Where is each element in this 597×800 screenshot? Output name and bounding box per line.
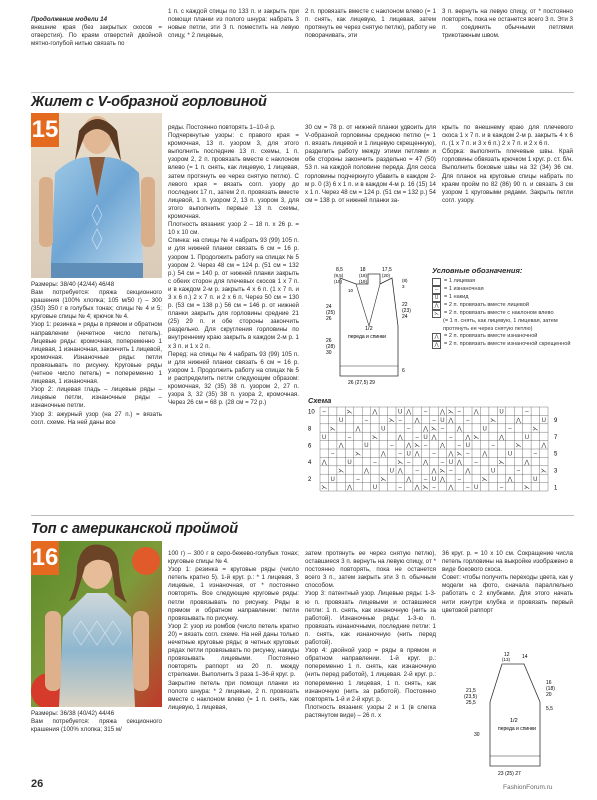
chart-row-label-left: 2 — [308, 476, 312, 483]
legend-item: ⋀ = 2 п. провязать вместе изнаночной — [432, 333, 574, 341]
chart-cell-symbol: – — [466, 417, 470, 424]
diagram16-top-3: 14 — [522, 654, 528, 660]
chart-cell-symbol: U — [389, 468, 394, 475]
legend-item: ⋀ = 2 п. провязать вместе изнаночной скрещенной — [432, 341, 574, 349]
chart-cell-symbol: – — [516, 468, 521, 475]
chart-cell-symbol: ⋀ — [380, 451, 386, 458]
diagram16-half: 1/2 — [510, 718, 518, 724]
site-watermark: FashionForum.ru — [503, 784, 553, 791]
chart-cell-symbol: ⋋ — [456, 451, 463, 458]
chart-cell-symbol: ⋋ — [355, 451, 361, 458]
chart-cell-symbol: ⋀ — [397, 434, 403, 441]
chart-cell-symbol: – — [432, 417, 436, 424]
diagram15-label-top-left: 8,5 — [336, 267, 343, 273]
legend-title: Условные обозначения: — [432, 266, 523, 275]
chart-cell-symbol: U — [524, 434, 530, 441]
diagram15-label-top-right: 17,5 — [382, 267, 392, 273]
chart-cell-symbol: ⋀ — [541, 443, 547, 450]
diagram15-side-right-2: (23) — [402, 308, 411, 314]
diagram15-side-left-3: 26 — [326, 316, 332, 322]
chart-cell-symbol: – — [466, 485, 470, 492]
model-15-title: Жилет с V-образной горловиной — [31, 94, 267, 110]
chart-cell-symbol: ⋀ — [414, 417, 420, 424]
chart-cell-symbol: U — [372, 485, 378, 492]
chart-cell-symbol: ⋋ — [540, 468, 547, 475]
chart-cell-symbol: ⋀ — [482, 451, 488, 458]
chart-cell-symbol: ⋋ — [481, 476, 488, 483]
model-15-col-b: ряды. Постоянно повторять 1–10-й р. Подчеркнутые узоры: с правого края = кромочная, 13 п. узором 3, для этого выполнить последние 13 п. схемы, 1 п. узором 2, 2 п. провязать вместе с наклоном влево (= 1 п. снять, как лицевую, 1 лицевая, затем протянуть ее через снятую петлю). С левого края = вязать согл. узору до последних 17 п., затем 2 п. провязать вместе лицевой, 1 п. узором 2, 13 п. узором 3, для этого выполнить первые 13 п. схемы, кромочная. Плотность вязания: узор 2 – 18 п. x 26 р. = 10 x 10 см. Спинка: на спицы № 4 набрать 93 (99) 105 п. и для нижней планки связать 6 см = 16 р. узором 1. Продолжить работу на спицах № 5 узором 2. Через 48 см = 124 р. (51 см = 132 р.) 54 см = 140 р. от нижней планки закрыть с обеих сторон для плечевых скосов 1 x 7 п. и в каждом 2-м р. закрыть 4 x 6 п. (1 x 7 п. и 3 x 6 п.) 2 x 7 п. и 2 x 6 п. Через 50 см = 130 р. (53 см = 138 р.) 56 см = 146 р. от нижней планки закрыть для горловины средние 21 (25) 29 п. и обе стороны закончить раздельно. Для скругления горловины по внутреннему краю закрыть в каждом 2-м р. 1 x 3 п. и 1 x 2 п. Перед: на спицы № 4 набрать 93 (99) 105 п. и для нижней планки связать 6 см = 16 р. узором 1. Продолжить работу на спицах № 5 и распределить петли следующим образом: кромочная, 32 (35) 38 п. узором 2, 27 п. узора 3, 32 (35) 38 п. узора 2, кромочная. Через 26 см = 68 р. (28 см = 72 р.) — [168, 124, 299, 407]
diagram16-part: переда и спинки — [498, 726, 536, 732]
chart-cell-symbol: – — [457, 443, 462, 450]
chart-cell-symbol: ⋀ — [423, 426, 429, 433]
chart-cell-symbol: ⋋ — [532, 426, 539, 433]
diagram16-top-1: 12 — [504, 652, 510, 658]
chart-cell-symbol: ⋋ — [523, 485, 530, 492]
chart-cell-symbol: – — [373, 459, 377, 466]
chart-cell-symbol: ⋀ — [448, 485, 454, 492]
chart-row-label-right: 3 — [554, 468, 558, 475]
chart-cell-symbol: ⋋ — [515, 443, 522, 450]
chart-cell-symbol: ⋋ — [431, 426, 437, 433]
chart-cell-symbol: ⋀ — [406, 409, 412, 416]
chart-cell-symbol: ⋋ — [346, 409, 353, 416]
diagram15-label-c: (10) — [334, 279, 343, 284]
chart-cell-symbol: ⋋ — [338, 468, 345, 475]
model-16-col-a: Размеры: 36/38 (40/42) 44/46 Вам потребуется: пряжа секционного крашения (100% хлопка; 315 м/ — [31, 710, 162, 734]
chart-cell-symbol: ⋀ — [431, 468, 437, 475]
chart-cell-symbol: U — [490, 468, 496, 475]
chart-cell-symbol: U — [431, 476, 437, 483]
legend-item-note: (= 1 п. снять, как лицевую, 1 лицевая, затем протянуть ее через снятую петлю) — [443, 318, 558, 332]
chart-cell-symbol: – — [525, 409, 529, 416]
diagram15-label-f: 10 — [348, 288, 354, 293]
chart-cell-symbol: ⋋ — [473, 434, 480, 441]
chart-cell-symbol: – — [457, 476, 462, 483]
model-16-number: 16 — [31, 541, 59, 575]
chart-cell-symbol: ⋀ — [507, 476, 513, 483]
chart-cell-symbol: – — [423, 443, 428, 450]
chart-cell-symbol: ⋀ — [347, 485, 353, 492]
chart-cell-symbol: ⋀ — [406, 476, 412, 483]
chart-cell-symbol: ⋀ — [499, 434, 505, 441]
legend-symbol: ⋀ — [432, 333, 441, 341]
chart-cell-symbol: – — [533, 451, 538, 458]
diagram16-top-2: (13) — [502, 657, 511, 662]
chart-cell-symbol: ⋀ — [414, 451, 420, 458]
chart-cell-symbol: U — [448, 459, 454, 466]
chart-cell-symbol: U — [533, 476, 538, 483]
model-15-col-a: Размеры: 38/40 (42/44) 46/48 Вам потребуется: пряжа секционного крашения (100% хлопка; 105 м/50 г) – 300 (350) 350 г в голубых тонах; спицы № 4 и 5; круговые спицы № 4; крючок № 4. Узор 1: резинка = ряды в прямом и обратном направлении (нечетное число петель). Лицевые ряды: кромочная, попеременно 1 лицевая, 1 изнаночная, закончить 1 лицевой, кромочная. Изнаночные ряды: петли провязывать по рисунку. Круговые ряды (четное число петель) = попеременно 1 лицевая, 1 изнаночная. Узор 2: лицевая гладь – лицевые ряды – лицевые петли, изнаночные ряды – изнаночные петли. Узор 3: ажурный узор (на 27 п.) = вязать согл. схеме. На ней даны все — [31, 281, 162, 426]
legend-15 — [432, 266, 574, 349]
diagram16-side: 30 — [474, 732, 480, 738]
legend-item: ⋀ = 2 п. провязать вместе лицевой — [432, 302, 574, 310]
diagram15-low-left-2: (28) — [326, 344, 335, 350]
chart-cell-symbol: U — [541, 417, 546, 424]
chart-cell-symbol: U — [406, 451, 411, 458]
chart-cell-symbol: U — [440, 417, 445, 424]
chart-cell-symbol: ⋀ — [431, 434, 437, 441]
chart-cell-symbol: ⋀ — [406, 443, 412, 450]
pattern-diagram-16 — [460, 652, 572, 778]
model-15-col-c: 30 см = 78 р. от нижней планки удвоить для V-образной горловины среднюю петлю (= 1 п. вязать лицевой и 1 лицевую скрещенную), разделить работу между этими петлями и обе стороны закончить раздельно = 47 (50) 53 п. на каждой половине переда. Для скоса горловины подчеркнуто убавить в каждом 2-м р. 0 (3) 6 x 1 п. и в каждом 4-м р. 16 (15) 14 x 1 п. Через 48 см = 124 р. (51 см = 132 р.) 54 см = 138 р. от нижней планки за- — [305, 124, 436, 204]
continuation-col4: 3 п. вернуть на левую спицу, от * постоянно повторять, пока не останется всего 3 п. Эти 3 п. соединить обычными петлями трикотажным швом. — [442, 8, 573, 40]
diagram16-left-3: 25,5 — [466, 700, 476, 706]
diagram15-half: 1/2 — [365, 326, 373, 332]
chart-cell-symbol: ⋀ — [439, 409, 445, 416]
legend-item: = 1 лицевая — [432, 278, 574, 286]
chart-cell-symbol: ⋀ — [456, 459, 462, 466]
chart-cell-symbol: U — [482, 426, 487, 433]
chart-cell-symbol: – — [398, 417, 402, 424]
chart-cell-symbol: ⋀ — [363, 468, 369, 475]
chart-cell-symbol: – — [440, 459, 445, 466]
chart-cell-symbol: ⋀ — [515, 417, 521, 424]
legend-symbol: ⋀ — [432, 341, 441, 349]
chart-cell-symbol: ⋀ — [372, 409, 378, 416]
chart-cell-symbol: ⋀ — [465, 434, 471, 441]
diagram15-side-left-1: 24 — [326, 304, 332, 310]
chart-cell-symbol: U — [465, 443, 470, 450]
chart-cell-symbol: U — [347, 459, 352, 466]
chart-cell-symbol: ⋋ — [490, 417, 497, 424]
chart-cell-symbol: – — [347, 434, 352, 441]
legend-symbol — [432, 278, 441, 286]
diagram15-label-top-mid: 18 — [360, 267, 366, 273]
diagram16-right-1: 16 — [546, 680, 552, 686]
chart-cell-symbol: – — [398, 485, 402, 492]
chart-cell-symbol: – — [457, 409, 462, 416]
diagram15-low-left-3: 30 — [326, 350, 332, 356]
chart-cell-symbol: ⋋ — [397, 459, 404, 466]
chart-row-label-right: 7 — [554, 434, 558, 441]
continuation-text-1: внешние края (без закрытых скосов = отверстия). По краям отверстий двойной мятно-голубой нитью связать по — [31, 24, 162, 48]
chart-cell-symbol: U — [507, 451, 513, 458]
continuation-heading: Продолжение модели 14 — [31, 16, 108, 24]
schema-title: Схема — [308, 396, 332, 405]
chart-cell-symbol: ⋀ — [397, 468, 403, 475]
diagram15-side-right-3: 24 — [402, 314, 408, 320]
continuation-col2: 1 п. с каждой спицы по 133 п. и закрыть при помощи планки из полого шнура: набрать 3 новые петли, эти 3 п. поместить на левую спицу, * 2 лицевые, — [168, 8, 299, 40]
diagram15-part: переда и спинки — [348, 334, 386, 340]
diagram15-label-g: (8) — [402, 278, 408, 283]
model-15-col-d: крыть по внешнему краю для плечевого скоса 1 x 7 п. и в каждом 2-м р. закрыть 4 x 6 п. (1 x 7 п. и 3 x 6 п.) 2 x 7 п. и 2 x 6 п. Сборка: выполнить плечевые швы. Край горловины обвязать крючком 1 круг. р. ст. б/н. Выполнить боковые швы на 32 (34) 36 см. Для планок на круговые спицы набрать по краям пройм по 82 (86) 90 п. и связать 3 см узором 1 круговыми рядами. Закрыть петли согл. узору. — [442, 124, 574, 204]
chart-row-label-left: 10 — [308, 409, 315, 416]
chart-cell-symbol: – — [415, 434, 419, 441]
chart-cell-symbol: ⋋ — [498, 459, 505, 466]
page-number: 26 — [31, 778, 44, 790]
pattern-diagram-15 — [318, 266, 418, 388]
chart-cell-symbol: U — [381, 426, 386, 433]
diagram16-left-1: 21,5 — [466, 688, 476, 694]
chart-row-label-right: 1 — [554, 485, 558, 492]
chart-cell-symbol: ⋋ — [321, 485, 328, 492]
chart-cell-symbol: ⋀ — [448, 451, 454, 458]
chart-cell-symbol: – — [423, 409, 428, 416]
chart-row-label-left: 8 — [308, 426, 312, 433]
chart-cell-symbol: – — [474, 459, 478, 466]
chart-cell-symbol: U — [398, 409, 403, 416]
legend-item: ⋋ = 2 п. провязать вместе с наклоном влево — [434, 310, 554, 317]
diagram15-low-left-1: 26 — [326, 338, 332, 344]
chart-cell-symbol: – — [322, 409, 326, 416]
chart-cell-symbol: U — [322, 434, 327, 441]
legend-item: U = 1 накид — [432, 294, 574, 302]
chart-cell-symbol: – — [406, 459, 411, 466]
chart-cell-symbol: – — [440, 426, 445, 433]
knitting-chart-15 — [306, 405, 574, 497]
chart-cell-symbol: ⋀ — [448, 417, 454, 424]
diagram15-label-d: (19) — [359, 279, 368, 284]
section-divider-2 — [31, 515, 574, 516]
chart-cell-symbol: ⋀ — [423, 459, 429, 466]
diagram15-label-b: (18) — [359, 273, 368, 278]
diagram16-right-a: 5,5 — [546, 706, 553, 712]
chart-cell-symbol: U — [474, 485, 479, 492]
model-16-title: Топ с американской проймой — [31, 521, 238, 537]
model-16-col-d: 36 круг. р. = 10 x 10 см. Сокращение числа петель горловины на выкройке изображено в виде бокового скоса. Совет: чтобы получить переходы цвета, как у модели на фото, сначала параллельно работать с 2 клубками. Для этого начать нити изнутри клубка и провязать первый цветовой раппорт — [442, 550, 573, 614]
diagram16-right-3: 20 — [546, 692, 552, 698]
chart-row-label-left: 6 — [308, 443, 312, 450]
diagram16-bottom: 23 (25) 27 — [498, 771, 521, 777]
chart-cell-symbol: – — [390, 443, 394, 450]
diagram15-label-s3: 3 — [402, 284, 405, 289]
chart-cell-symbol: ⋋ — [371, 434, 378, 441]
legend-item: – = 1 изнаночная — [432, 286, 574, 294]
chart-cell-symbol: U — [499, 409, 504, 416]
chart-cell-symbol: – — [449, 468, 453, 475]
chart-cell-symbol: – — [491, 443, 495, 450]
chart-cell-symbol: – — [508, 426, 512, 433]
chart-cell-symbol: ⋋ — [388, 417, 395, 424]
model-15-number: 15 — [31, 113, 59, 147]
diagram16-right-2: (18) — [546, 686, 555, 692]
chart-cell-symbol: ⋀ — [338, 443, 344, 450]
chart-cell-symbol: – — [398, 451, 402, 458]
chart-cell-symbol: – — [432, 451, 436, 458]
chart-cell-symbol: ⋋ — [380, 476, 387, 483]
chart-cell-symbol: – — [466, 451, 470, 458]
legend-symbol: ⋀ — [432, 302, 441, 310]
diagram15-bottom: 26 (27,5) 29 — [348, 380, 375, 386]
continuation-col1 — [31, 8, 162, 57]
diagram15-label-e: (20) — [382, 273, 391, 278]
chart-row-label-left: 4 — [308, 460, 312, 467]
chart-cell-symbol: – — [406, 426, 411, 433]
chart-cell-symbol: U — [330, 476, 335, 483]
diagram15-six: 6 — [402, 368, 405, 374]
diagram15-label-a: (9,5) — [334, 273, 344, 278]
chart-cell-symbol: – — [499, 485, 504, 492]
chart-cell-symbol: – — [449, 434, 453, 441]
section-divider-1 — [31, 92, 574, 93]
chart-cell-symbol: U — [423, 434, 428, 441]
chart-cell-symbol: ⋋ — [422, 485, 429, 492]
chart-cell-symbol: – — [330, 451, 335, 458]
chart-cell-symbol: U — [364, 443, 369, 450]
chart-row-label-right: 9 — [554, 418, 558, 425]
chart-cell-symbol: U — [338, 417, 344, 424]
chart-row-label-right: 5 — [554, 451, 558, 458]
chart-cell-symbol: ⋋ — [414, 443, 421, 450]
chart-cell-symbol: – — [364, 417, 369, 424]
legend-symbol: ⋋ — [434, 311, 439, 317]
legend-symbol: – — [432, 286, 441, 294]
chart-cell-symbol: ⋀ — [473, 409, 479, 416]
model-16-col-b: 100 г) – 300 г в серо-бежево-голубых тонах; круговые спицы № 4. Узор 1: резинка = круговые ряды (число петель кратно 5). 1-й круг. р.: * 1 лицевая, 3 лицевые, 1 изнаночная, от * постоянно повторять. Все следующие круговые ряды: петли провязывать по рисунку. Ряды в прямом и обратном направлении: петли провязывать по рисунку. Узор 2: узор из ромбов (число петель кратно 20) = вязать согл. схеме. На ней даны только нечетные круговые ряды; в четных круговых рядах петли провязывать по рисунку, накиды провязывать лицевыми. Постоянно повторять раппорт из 20 п. между стрелками. Выполнить 3 раза 1–36-й круг. р. Закрытие петель при помощи планки из полого шнура: * 2 лицевые, 2 п. провязать вместе с наклоном влево (= 1 п. снять, как лицевую, 1 лицевая, — [168, 550, 299, 711]
chart-cell-symbol: ⋀ — [465, 468, 471, 475]
chart-cell-symbol: ⋀ — [439, 476, 445, 483]
chart-cell-symbol: ⋀ — [439, 443, 445, 450]
continuation-col3: 2 п. провязать вместе с наклоном влево (= 1 п. снять, как лицевую, 1 лицевая, затем протянуть ее через снятую петлю), работу не поворачивать, эти — [305, 8, 436, 40]
chart-cell-symbol: ⋀ — [524, 459, 530, 466]
chart-cell-symbol: ⋀ — [456, 426, 462, 433]
diagram16-left-2: (23,5) — [464, 694, 478, 700]
chart-cell-symbol: ⋋ — [447, 409, 454, 416]
chart-cell-symbol: ⋀ — [355, 426, 361, 433]
chart-cell-symbol: – — [356, 476, 360, 483]
chart-cell-symbol: ⋋ — [439, 468, 446, 475]
model-16-col-c: затем протянуть ее через снятую петлю), оставшиеся 3 п. вернуть на левую спицу, от * постоянно повторять, пока не останется всего 3 п., затем закрыть эти 3 п. обычным способом. Узор 3: патентный узор. Лицевые ряды: 1-3-ю п. провязать лицевыми и оставшиеся петли: 1 п. снять, как изнаночную (нить за работой). Изнаночные ряды: 1-3-ю п. провязать изнаночными, последние петли: 1 п. снять, как изнаночную (нить перед работой). Узор 4: двойной узор = ряды в прямом и обратном направлении. 1-й круг. р.: попеременно 1 п. снять, как изнаночную (нить перед работой), 1 лицевая. 2-й круг. р.: попеременно 1 лицевая, 1 п. снять, как изнаночную (нить за работой). Постоянно повторять 1-й и 2-й круг. р. Плотность вязания: узоры 2 и 1 (в слегка растянутом виде) – 26 п. x — [305, 550, 436, 719]
diagram15-side-right-1: 22 — [402, 302, 408, 308]
chart-cell-symbol: – — [432, 485, 436, 492]
chart-cell-symbol: – — [423, 476, 428, 483]
chart-cell-symbol: ⋀ — [414, 485, 420, 492]
diagram15-side-left-2: (25) — [326, 310, 335, 316]
chart-cell-symbol: ⋀ — [321, 459, 327, 466]
chart-cell-symbol: – — [415, 468, 419, 475]
chart-cell-symbol: ⋋ — [329, 426, 336, 433]
legend-symbol: U — [432, 294, 441, 302]
